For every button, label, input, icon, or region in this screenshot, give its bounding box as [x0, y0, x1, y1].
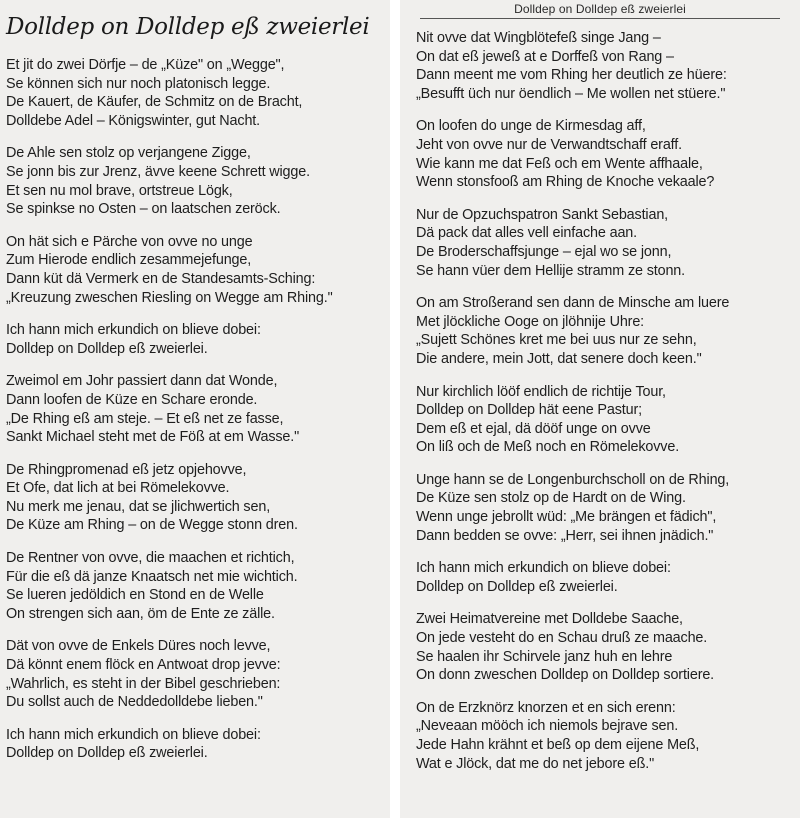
verse-line: Se lueren jedöldich en Stond en de Welle	[6, 587, 264, 604]
verse-line: Ich hann mich erkundich on blieve dobei:	[6, 726, 261, 743]
verse-line: De Kauert, de Käufer, de Schmitz on de Bracht,	[6, 94, 303, 111]
stanza	[6, 233, 390, 307]
verse-line: On am Stroßerand sen dann de Minsche am luere	[416, 295, 730, 312]
verse-line: Met jlöckliche Ooge on jlöhnije Uhre:	[416, 313, 645, 330]
verse-line: De Küze am Rhing – on de Wegge stonn dren.	[6, 517, 298, 534]
stanza	[6, 549, 390, 623]
verse-line: Dolldep on Dolldep eß zweierlei.	[416, 578, 618, 595]
stanza	[6, 726, 390, 763]
verse-line: Wenn stonsfooß am Rhing de Knoche vekaale?	[416, 174, 715, 191]
stanza	[416, 699, 800, 773]
verse-line: Wenn unge jebrollt wüd: „Me brängen et fädich",	[416, 509, 717, 526]
stanza	[416, 29, 800, 103]
verse-line: De Rhingpromenad eß jetz opjehovve,	[6, 461, 247, 478]
verse-line: Nur kirchlich lööf endlich de richtije Tour,	[416, 383, 666, 400]
verse-line: Dem eß et ejal, dä dööf unge on ovve	[416, 420, 651, 437]
verse-line: De Küze sen stolz op de Hardt on de Wing.	[416, 490, 686, 507]
verse-line: Se können sich nur noch platonisch legge.	[6, 75, 271, 92]
verse-line: Et jit do zwei Dörfje – de „Küze" on „Wegge",	[6, 57, 285, 73]
stanza	[416, 206, 800, 280]
verse-line: Zweimol em Johr passiert dann dat Wonde,	[6, 373, 278, 390]
verse-line: Dann küt dä Vermerk en de Standesamts-Sching:	[6, 270, 316, 287]
verse-line: Dann bedden se ovve: „Herr, sei ihnen jnädich."	[416, 527, 714, 544]
stanza	[6, 461, 390, 535]
verse-line: Se hann vüer dem Hellije stramm ze stonn.	[416, 262, 685, 279]
stanza	[6, 144, 390, 218]
running-head: Dolldep on Dolldep eß zweierlei	[420, 0, 780, 19]
left-poem-body	[6, 56, 390, 763]
verse-line: Dolldep on Dolldep eß zweierlei.	[6, 745, 208, 762]
verse-line: Dä pack dat alles vell einfache aan.	[416, 225, 637, 242]
verse-line: „Besufft üch nur öendlich – Me wollen net stüere."	[416, 85, 726, 102]
stanza	[416, 610, 800, 684]
verse-line: Dolldep on Dolldep eß zweierlei.	[6, 340, 208, 357]
left-page	[0, 0, 390, 818]
verse-line: On liß och de Meß noch en Römelekovve.	[416, 439, 680, 456]
verse-line: Dann meent me vom Rhing her deutlich ze hüere:	[416, 67, 727, 84]
verse-line: On de Erzknörz knorzen et en sich erenn:	[416, 699, 676, 716]
verse-line: Dä könnt enem flöck en Antwoat drop jevve:	[6, 657, 281, 674]
verse-line: Zwei Heimatvereine met Dolldebe Saache,	[416, 611, 683, 628]
verse-line: Nur de Opzuchspatron Sankt Sebastian,	[416, 206, 669, 223]
verse-line: Zum Hierode endlich zesammejefunge,	[6, 252, 252, 269]
verse-line: On hät sich e Pärche von ovve no unge	[6, 233, 253, 250]
verse-line: On dat eß jeweß at e Dorffeß von Rang –	[416, 48, 674, 65]
stanza	[416, 383, 800, 457]
verse-line: „Sujett Schönes kret me bei uus nur ze sehn,	[416, 332, 697, 349]
verse-line: Dät von ovve de Enkels Düres noch levve,	[6, 638, 271, 655]
verse-line: „Wahrlich, es steht in der Bibel geschrieben:	[6, 675, 281, 692]
verse-line: Dolldep on Dolldep hät eene Pastur;	[416, 402, 642, 419]
verse-line: Jeht von ovve nur de Verwandtschaff eraff.	[416, 136, 682, 153]
verse-line: Ich hann mich erkundich on blieve dobei:	[416, 560, 671, 577]
verse-line: Sankt Michael steht met de Föß at em Wasse."	[6, 429, 300, 446]
stanza	[6, 56, 390, 130]
right-page	[400, 0, 800, 818]
verse-line: Für die eß dä janze Knaatsch net mie wichtich.	[6, 568, 298, 585]
verse-line: Se haalen ihr Schirvele janz huh en lehre	[416, 648, 673, 665]
verse-line: Unge hann se de Longenburchscholl on de Rhing,	[416, 471, 730, 488]
verse-line: On jede vesteht do en Schau druß ze maache.	[416, 630, 708, 647]
stanza	[416, 471, 800, 545]
stanza	[416, 294, 800, 368]
poem-title: Dolldep on Dolldep eß zweierlei	[6, 14, 370, 40]
verse-line: Dolldebe Adel – Königswinter, gut Nacht.	[6, 112, 260, 129]
verse-line: Du sollst auch de Neddedolldebe lieben."	[6, 694, 263, 711]
verse-line: De Broderschaffsjunge – ejal wo se jonn,	[416, 243, 672, 260]
verse-line: „Kreuzung zweschen Riesling on Wegge am Rhing."	[6, 289, 333, 306]
verse-line: Et sen nu mol brave, ortstreue Lögk,	[6, 182, 233, 199]
stanza	[416, 559, 800, 596]
verse-line: Die andere, mein Jott, dat senere doch keen."	[416, 350, 702, 367]
verse-line: Ich hann mich erkundich on blieve dobei:	[6, 322, 261, 339]
verse-line: Wie kann me dat Feß och em Wente affhaale,	[416, 155, 703, 172]
stanza	[6, 637, 390, 711]
verse-line: On strengen sich aan, öm de Ente ze zälle.	[6, 605, 275, 622]
stanza	[416, 117, 800, 191]
verse-line: Dann loofen de Küze en Schare eronde.	[6, 391, 258, 408]
verse-line: Wat e Jlöck, dat me do net jebore eß."	[416, 755, 655, 772]
verse-line: „De Rhing eß am steje. – Et eß net ze fasse,	[6, 410, 284, 427]
verse-line: Et Ofe, dat lich at bei Römelekovve.	[6, 480, 230, 497]
verse-line: De Rentner von ovve, die maachen et richtich,	[6, 550, 295, 567]
stanza	[6, 321, 390, 358]
verse-line: Se jonn bis zur Jrenz, ävve keene Schrett wigge.	[6, 163, 310, 180]
verse-line: Nu merk me jenau, dat se jlichwertich sen,	[6, 498, 271, 515]
verse-line: De Ahle sen stolz op verjangene Zigge,	[6, 145, 251, 162]
verse-line: Jede Hahn krähnt et beß op dem eijene Meß,	[416, 737, 700, 753]
verse-line: On loofen do unge de Kirmesdag aff,	[416, 118, 646, 135]
stanza	[6, 372, 390, 446]
verse-line: „Neveaan mööch ich niemols bejrave sen.	[416, 718, 679, 735]
right-poem-body	[416, 29, 800, 773]
verse-line: Nit ovve dat Wingblötefeß singe Jang –	[416, 30, 661, 46]
verse-line: On donn zweschen Dolldep on Dolldep sortiere.	[416, 667, 715, 684]
verse-line: Se spinkse no Osten – on laatschen zeröck.	[6, 201, 281, 218]
page-gutter	[390, 0, 400, 818]
